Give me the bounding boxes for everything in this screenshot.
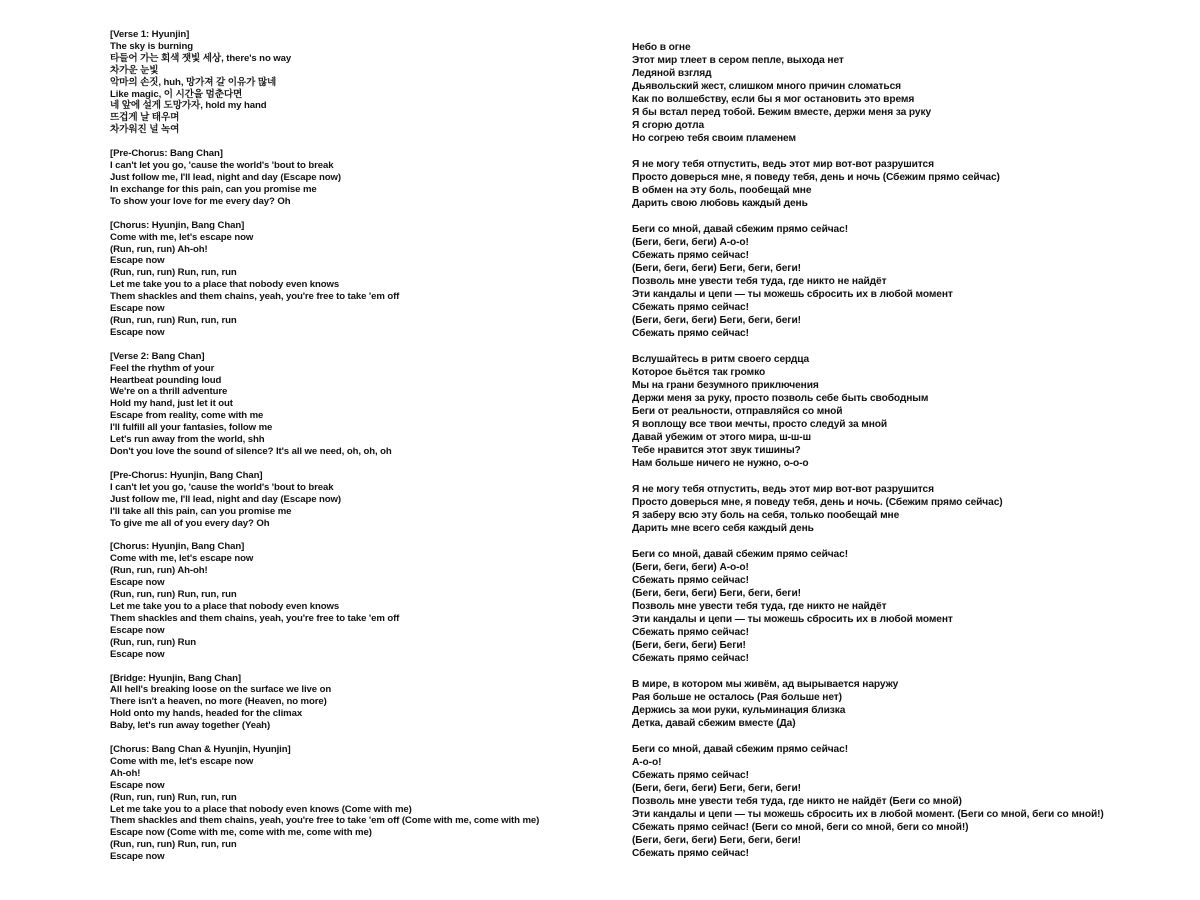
lyrics-original-column xyxy=(110,29,590,875)
lyric-line: Сбежать прямо сейчас! xyxy=(632,250,749,261)
lyric-line: (Run, run, run) Run, run, run xyxy=(110,589,237,601)
lyric-line: Держись за мои руки, кульминация близка xyxy=(632,705,846,716)
translation-stanza xyxy=(632,158,1192,210)
lyric-line: (Беги, беги, беги) Беги, беги, беги! xyxy=(632,783,801,794)
translation-stanza xyxy=(632,41,1192,145)
lyric-line: Just follow me, I'll lead, night and day (Escape now) xyxy=(110,493,341,505)
lyric-line: Baby, let's run away together (Yeah) xyxy=(110,720,271,732)
lyric-line: Вслушайтесь в ритм своего сердца xyxy=(632,354,810,365)
lyric-line: [Chorus: Hyunjin, Bang Chan] xyxy=(110,541,245,553)
lyric-line: Them shackles and them chains, yeah, you're free to take 'em off xyxy=(110,291,400,303)
lyric-line: Дарить мне всего себя каждый день xyxy=(632,523,814,534)
lyric-line: Come with me, let's escape now xyxy=(110,755,254,767)
lyric-line: Escape now xyxy=(110,577,165,589)
lyrics-stanza xyxy=(110,148,590,208)
lyric-line: Эти кандалы и цепи — ты можешь сбросить их в любой момент. (Беги со мной, беги со мной!) xyxy=(632,809,1104,820)
lyric-line: Позволь мне увести тебя туда, где никто не найдёт xyxy=(632,601,887,612)
lyric-line: Беги со мной, давай сбежим прямо сейчас! xyxy=(632,549,848,560)
lyric-line: Them shackles and them chains, yeah, you're free to take 'em off (Come with me, come with me) xyxy=(110,815,540,827)
lyric-line: Как по волшебству, если бы я мог остановить это время xyxy=(632,94,915,105)
lyric-line: Беги со мной, давай сбежим прямо сейчас! xyxy=(632,744,848,755)
lyric-line: Let me take you to a place that nobody even knows xyxy=(110,279,340,291)
lyric-line: Escape now xyxy=(110,303,165,315)
lyric-line: Escape now (Come with me, come with me, come with me) xyxy=(110,827,372,839)
lyric-line: Я воплощу все твои мечты, просто следуй за мной xyxy=(632,419,888,430)
lyric-line: Которое бьётся так громко xyxy=(632,367,766,378)
lyrics-stanza xyxy=(110,744,590,863)
lyric-line: Сбежать прямо сейчас! (Беги со мной, беги со мной, беги со мной!) xyxy=(632,822,969,833)
lyrics-stanza xyxy=(110,470,590,530)
lyric-line: To show your love for me every day? Oh xyxy=(110,195,291,207)
lyric-line: 악마의 손짓, huh, 망가져 갈 이유가 많네 xyxy=(110,76,277,88)
lyric-line: Сбежать прямо сейчас! xyxy=(632,575,749,586)
lyric-line: Like magic, 이 시간을 멈춘다면 xyxy=(110,88,243,100)
lyric-line: We're on a thrill adventure xyxy=(110,386,228,398)
translation-stanza xyxy=(632,548,1192,665)
lyric-line: (Run, run, run) Run, run, run xyxy=(110,839,237,851)
lyrics-stanza xyxy=(110,29,590,136)
lyric-line: [Verse 2: Bang Chan] xyxy=(110,350,205,362)
lyric-line: 타들어 가는 회색 잿빛 세상, there's no way xyxy=(110,52,292,64)
lyric-line: Hold my hand, just let it out xyxy=(110,398,233,410)
lyric-line: The sky is burning xyxy=(110,40,193,52)
lyric-line: Дарить свою любовь каждый день xyxy=(632,198,808,209)
lyric-line: Escape now xyxy=(110,326,165,338)
lyric-line: Сбежать прямо сейчас! xyxy=(632,770,749,781)
lyric-line: Let me take you to a place that nobody even knows xyxy=(110,600,340,612)
lyric-line: (Run, run, run) Ah-oh! xyxy=(110,565,208,577)
lyric-line: Escape from reality, come with me xyxy=(110,410,264,422)
lyric-line: (Беги, беги, беги) А-о-о! xyxy=(632,562,749,573)
translation-stanza xyxy=(632,223,1192,340)
lyric-line: Я не могу тебя отпустить, ведь этот мир вот-вот разрушится xyxy=(632,159,934,170)
lyric-line: Рая больше не осталось (Рая больше нет) xyxy=(632,692,842,703)
lyric-line: I can't let you go, 'cause the world's 'bout to break xyxy=(110,481,334,493)
lyric-line: (Run, run, run) Run, run, run xyxy=(110,314,237,326)
lyric-line: Этот мир тлеет в сером пепле, выхода нет xyxy=(632,55,844,66)
lyric-line: To give me all of you every day? Oh xyxy=(110,517,270,529)
lyric-line: (Run, run, run) Ah-oh! xyxy=(110,243,208,255)
lyric-line: Просто доверься мне, я поведу тебя, день и ночь (Сбежим прямо сейчас) xyxy=(632,172,1000,183)
lyric-line: [Pre-Chorus: Bang Chan] xyxy=(110,148,223,160)
lyric-line: Come with me, let's escape now xyxy=(110,553,254,565)
lyric-line: (Беги, беги, беги) Беги! xyxy=(632,640,746,651)
lyric-line: Escape now xyxy=(110,851,165,863)
lyric-line: Let me take you to a place that nobody even knows (Come with me) xyxy=(110,803,412,815)
lyric-line: (Беги, беги, беги) Беги, беги, беги! xyxy=(632,315,801,326)
lyric-line: Мы на грани безумного приключения xyxy=(632,380,819,391)
lyric-line: Эти кандалы и цепи — ты можешь сбросить их в любой момент xyxy=(632,289,953,300)
lyric-line: Feel the rhythm of your xyxy=(110,362,215,374)
lyric-line: (Беги, беги, беги) А-о-о! xyxy=(632,237,749,248)
lyric-line: Сбежать прямо сейчас! xyxy=(632,653,749,664)
lyric-line: 네 앞에 설게 도망가자, hold my hand xyxy=(110,100,267,112)
lyric-line: 차가워진 널 녹여 xyxy=(110,124,180,136)
translation-stanza xyxy=(632,353,1192,470)
lyric-line: I'll take all this pain, can you promise me xyxy=(110,505,292,517)
lyric-line: А-о-о! xyxy=(632,757,662,768)
lyric-line: Позволь мне увести тебя туда, где никто не найдёт xyxy=(632,276,887,287)
lyric-line: (Run, run, run) Run, run, run xyxy=(110,267,237,279)
lyric-line: 뜨겁게 날 태우며 xyxy=(110,112,180,124)
lyric-line: (Run, run, run) Run xyxy=(110,636,197,648)
lyric-line: Ледяной взгляд xyxy=(632,68,712,79)
lyric-line: Hold onto my hands, headed for the climax xyxy=(110,708,303,720)
lyric-line: Небо в огне xyxy=(632,42,691,53)
lyric-line: Позволь мне увести тебя туда, где никто не найдёт (Беги со мной) xyxy=(632,796,962,807)
lyrics-stanza xyxy=(110,220,590,339)
lyric-line: Escape now xyxy=(110,779,165,791)
lyric-line: Just follow me, I'll lead, night and day (Escape now) xyxy=(110,171,341,183)
lyric-line: (Беги, беги, беги) Беги, беги, беги! xyxy=(632,835,801,846)
lyrics-stanza xyxy=(110,351,590,458)
lyric-line: Беги от реальности, отправляйся со мной xyxy=(632,406,843,417)
lyric-line: В мире, в котором мы живём, ад вырывается наружу xyxy=(632,679,899,690)
lyric-line: Я не могу тебя отпустить, ведь этот мир вот-вот разрушится xyxy=(632,484,934,495)
lyric-line: Просто доверься мне, я поведу тебя, день и ночь. (Сбежим прямо сейчас) xyxy=(632,497,1003,508)
lyric-line: [Bridge: Hyunjin, Bang Chan] xyxy=(110,672,241,684)
lyric-line: Escape now xyxy=(110,624,165,636)
lyric-line: Heartbeat pounding loud xyxy=(110,374,222,386)
translation-stanza xyxy=(632,678,1192,730)
lyric-line: All hell's breaking loose on the surface we live on xyxy=(110,684,332,696)
lyric-line: Escape now xyxy=(110,648,165,660)
lyric-line: В обмен на эту боль, пообещай мне xyxy=(632,185,812,196)
translation-stanza xyxy=(632,483,1192,535)
lyric-line: Let's run away from the world, shh xyxy=(110,434,265,446)
lyric-line: Эти кандалы и цепи — ты можешь сбросить их в любой момент xyxy=(632,614,953,625)
lyric-line: Нам больше ничего не нужно, о-о-о xyxy=(632,458,809,469)
lyric-line: [Chorus: Bang Chan & Hyunjin, Hyunjin] xyxy=(110,744,291,756)
lyric-line: [Chorus: Hyunjin, Bang Chan] xyxy=(110,219,245,231)
lyric-line: Escape now xyxy=(110,255,165,267)
lyric-line: Them shackles and them chains, yeah, you're free to take 'em off xyxy=(110,612,400,624)
lyric-line: Но согрею тебя своим пламенем xyxy=(632,133,796,144)
lyric-line: There isn't a heaven, no more (Heaven, no more) xyxy=(110,696,327,708)
lyric-line: Ah-oh! xyxy=(110,767,141,779)
lyric-line: Беги со мной, давай сбежим прямо сейчас! xyxy=(632,224,848,235)
lyrics-stanza xyxy=(110,673,590,733)
lyric-line: Держи меня за руку, просто позволь себе быть свободным xyxy=(632,393,929,404)
translation-stanza xyxy=(632,743,1192,860)
lyric-line: Я бы встал перед тобой. Бежим вместе, держи меня за руку xyxy=(632,107,932,118)
lyric-line: Дьявольский жест, слишком много причин сломаться xyxy=(632,81,901,92)
lyric-line: (Беги, беги, беги) Беги, беги, беги! xyxy=(632,263,801,274)
lyric-line: Сбежать прямо сейчас! xyxy=(632,848,749,859)
lyric-line: Я заберу всю эту боль на себя, только пообещай мне xyxy=(632,510,900,521)
lyric-line: (Run, run, run) Run, run, run xyxy=(110,791,237,803)
lyrics-stanza xyxy=(110,541,590,660)
lyric-line: I'll fulfill all your fantasies, follow me xyxy=(110,422,273,434)
lyric-line: Don't you love the sound of silence? It's all we need, oh, oh, oh xyxy=(110,446,392,457)
lyric-line: Come with me, let's escape now xyxy=(110,231,254,243)
lyric-line: [Verse 1: Hyunjin] xyxy=(110,29,190,40)
lyric-line: I can't let you go, 'cause the world's 'bout to break xyxy=(110,160,334,172)
lyric-line: Я сгорю дотла xyxy=(632,120,705,131)
lyric-line: (Беги, беги, беги) Беги, беги, беги! xyxy=(632,588,801,599)
lyrics-translation-column xyxy=(632,41,1192,873)
lyric-line: In exchange for this pain, can you promise me xyxy=(110,183,317,195)
lyric-line: Детка, давай сбежим вместе (Да) xyxy=(632,718,796,729)
lyric-line: [Pre-Chorus: Hyunjin, Bang Chan] xyxy=(110,469,263,481)
lyric-line: Сбежать прямо сейчас! xyxy=(632,627,749,638)
lyric-line: 차가운 눈빛 xyxy=(110,64,159,76)
lyric-line: Тебе нравится этот звук тишины? xyxy=(632,445,801,456)
lyric-line: Сбежать прямо сейчас! xyxy=(632,302,749,313)
lyric-line: Давай убежим от этого мира, ш-ш-ш xyxy=(632,432,811,443)
lyric-line: Сбежать прямо сейчас! xyxy=(632,328,749,339)
